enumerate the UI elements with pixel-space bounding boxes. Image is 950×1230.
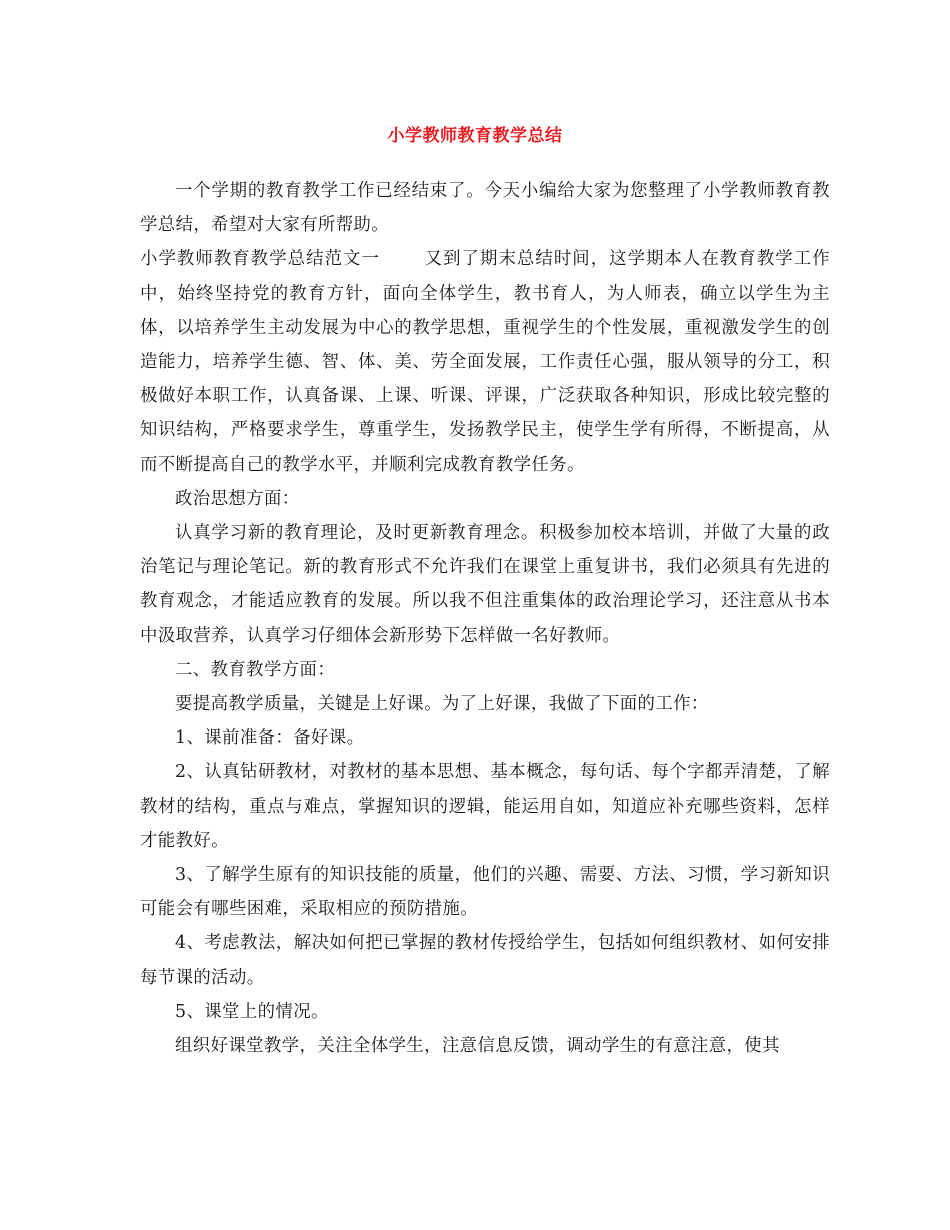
- document-title: 小学教师教育教学总结: [387, 126, 563, 146]
- list-item-1: 1、课前准备：备好课。: [175, 728, 365, 749]
- list-item-3: 3、了解学生原有的知识技能的质量，他们的兴趣、需要、方法、习惯，学习新知识可能会有哪些困难，采取相应的预防措施。: [140, 865, 830, 920]
- section2-paragraph: 要提高教学质量，关键是上好课。为了上好课，我做了下面的工作：: [175, 694, 709, 715]
- sample-text: 又到了期末总结时间，这学期本人在教育教学工作中，始终坚持党的教育方针，面向全体学生，教书育人，为人师表，确立以学生为主体，以培养学生主动发展为中心的教学思想，重视学生的个性发展，重视激发学生的创造能力，培养学生德、智、体、美、劳全面发展，工作责任心强，服从领导的分工，积极做好本职工作，认真备课、上课、听课、评课，广泛获取各种知识，形成比较完整的知识结构，严格要求学生，尊重学生，发扬教学民主，使学生学有所得，不断提高，从而不断提高自己的教学水平，并顺利完成教育教学任务。: [140, 249, 831, 475]
- sample-paragraph: [140, 242, 830, 481]
- section1-heading: 政治思想方面：: [175, 488, 300, 509]
- section1-paragraph: 认真学习新的教育理论，及时更新教育理念。积极参加校本培训，并做了大量的政治笔记与理论笔记。新的教育形式不允许我们在课堂上重复讲书，我们必须具有先进的教育观念，才能适应教育的发展。所以我不但注重集体的政治理论学习，还注意从书本中汲取营养，认真学习仔细体会新形势下怎样做一名好教师。: [140, 523, 830, 646]
- section2-heading: 二、教育教学方面：: [175, 659, 336, 680]
- document-body: [140, 160, 830, 1063]
- list-item-5: 5、课堂上的情况。: [175, 1001, 329, 1022]
- sample-heading: 小学教师教育教学总结范文一: [140, 249, 380, 270]
- list-item-4: 4、考虑教法，解决如何把已掌握的教材传授给学生，包括如何组织教材、如何安排每节课的活动。: [140, 933, 830, 988]
- list-item-2: 2、认真钻研教材，对教材的基本思想、基本概念，每句话、每个字都弄清楚，了解教材的结构，重点与难点，掌握知识的逻辑，能运用自如，知道应补充哪些资料，怎样才能教好。: [140, 762, 830, 851]
- item5-paragraph: 组织好课堂教学，关注全体学生，注意信息反馈，调动学生的有意注意，使其: [175, 1036, 780, 1057]
- intro-paragraph: 一个学期的教育教学工作已经结束了。今天小编给大家为您整理了小学教师教育教学总结，希望对大家有所帮助。: [140, 181, 830, 236]
